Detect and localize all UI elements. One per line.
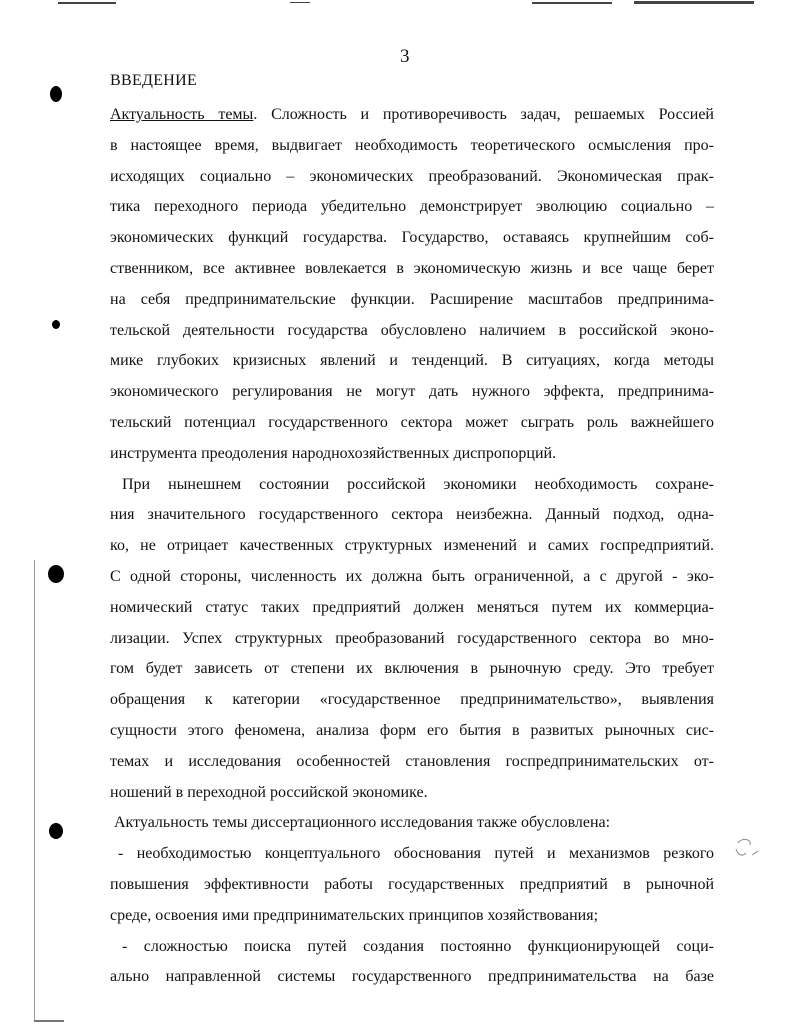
text-line: тика переходного периода убедительно демонстрирует эволюцию социально –: [110, 198, 714, 216]
scan-artifact: [290, 2, 310, 3]
text-line: мике глубоких кризисных явлений и тенденций. В ситуациях, когда методы: [110, 352, 714, 370]
text-line: в настоящее время, выдвигает необходимость теоретического осмысления про-: [110, 136, 714, 154]
section-heading: ВВЕДЕНИЕ: [110, 72, 198, 89]
binder-hole: [49, 823, 63, 839]
text-line: Актуальность темы. Сложность и противоречивость задач, решаемых Россией: [110, 106, 714, 123]
scan-artifact: [34, 560, 35, 1020]
scan-artifact: [34, 1020, 64, 1022]
text-line: экономических функций государства. Государство, оставаясь крупнейшим соб-: [110, 229, 714, 247]
text-line: тельской деятельности государства обусловлено наличием в российской эконо-: [110, 321, 714, 339]
scan-artifact: [532, 2, 612, 4]
text-line: номический статус таких предприятий должен меняться путем их коммерциа-: [110, 598, 714, 616]
text-line: С одной стороны, численность их должна быть ограниченной, а с другой - эко-: [110, 567, 714, 585]
text-line: лизации. Успех структурных преобразований государственного сектора во мно-: [110, 629, 714, 647]
text-line: Актуальность темы диссертационного исследования также обусловлена:: [114, 814, 611, 832]
scan-artifact: [634, 1, 754, 4]
text-line: сущности этого феномена, анализа форм его бытия в развитых рыночных сис-: [110, 721, 714, 739]
text-line: - сложностью поиска путей создания постоянно функционирующей соци-: [122, 937, 714, 955]
body-text: [110, 100, 714, 993]
binder-hole: [50, 86, 62, 102]
page-number: 3: [400, 46, 410, 67]
text-line: - необходимостью концептуального обоснования путей и механизмов резкого: [118, 845, 714, 863]
pencil-mark: [732, 835, 762, 865]
binder-hole: [48, 565, 64, 583]
text-line: ния значительного государственного сектора неизбежна. Данный подход, одна-: [110, 506, 714, 524]
text-line: исходящих социально – экономических преобразований. Экономическая прак-: [110, 167, 714, 185]
text-line: ношений в переходной российской экономике.: [110, 783, 428, 801]
scan-artifact: [58, 2, 116, 4]
text-line: повышения эффективности работы государственных предприятий в рыночной: [110, 875, 714, 893]
text-line: экономического регулирования не могут дать нужного эффекта, предпринима-: [110, 383, 714, 401]
paragraph-lead: Актуальность темы: [110, 106, 254, 123]
text-line: гом будет зависеть от степени их включения в рыночную среду. Это требует: [110, 660, 714, 678]
binder-hole: [52, 320, 60, 329]
text-line: темах и исследования особенностей становления госпредпринимательских от-: [110, 752, 714, 770]
text-line: обращения к категории «государственное предпринимательство», выявления: [110, 691, 714, 709]
text-line: на себя предпринимательские функции. Расширение масштабов предпринима-: [110, 290, 714, 308]
text-line: При нынешнем состоянии российской экономики необходимость сохране-: [122, 475, 714, 493]
text-line: среде, освоения ими предпринимательских принципов хозяйствования;: [110, 906, 599, 924]
text-line: ально направленной системы государственного предпринимательства на базе: [110, 968, 714, 986]
text-line: ственником, все активнее вовлекается в экономическую жизнь и все чаще берет: [110, 259, 714, 277]
text-line: ко, не отрицает качественных структурных изменений и самих госпредприятий.: [110, 537, 714, 555]
text-line: инструмента преодоления народнохозяйственных диспропорций.: [110, 444, 557, 462]
text-line: тельский потенциал государственного сектора может сыграть роль важнейшего: [110, 413, 714, 431]
